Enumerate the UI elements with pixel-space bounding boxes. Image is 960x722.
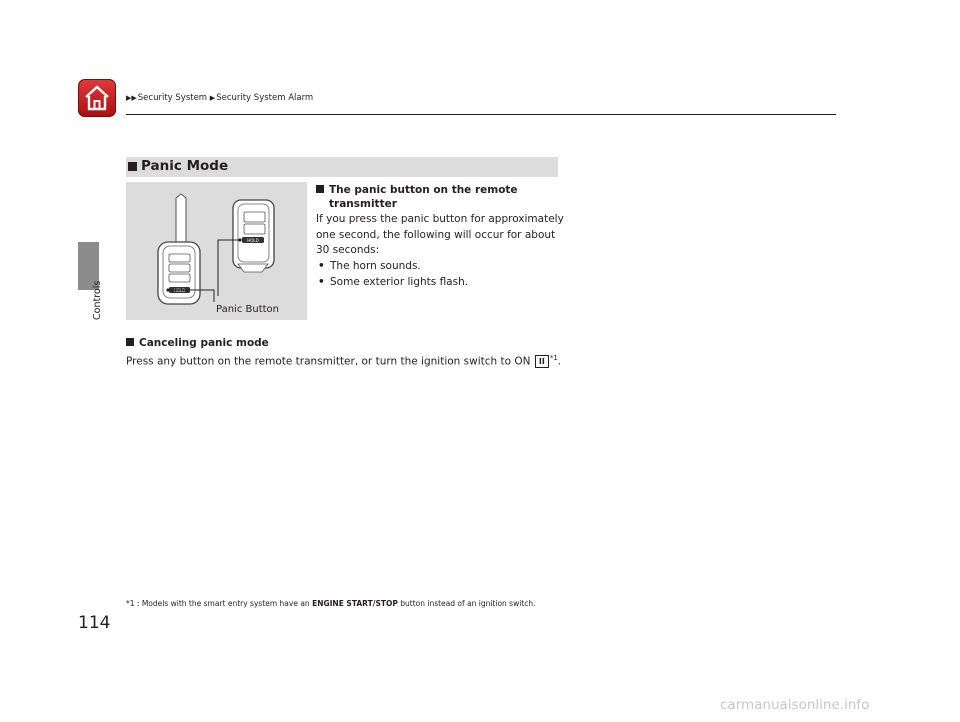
- footnote-ref[interactable]: *1: [549, 354, 558, 362]
- header-rule: [126, 114, 836, 115]
- smart-fob-hold-label: HOLD: [247, 238, 259, 243]
- heading-square-icon: [126, 338, 134, 346]
- breadcrumb-item-security-system-alarm[interactable]: Security System Alarm: [216, 93, 314, 103]
- footnote-text: Models with the smart entry system have an: [139, 599, 313, 608]
- footnote: [126, 599, 536, 608]
- bullet-icon: •: [318, 276, 325, 288]
- panic-button-heading-line1: The panic button on the remote: [329, 184, 518, 196]
- breadcrumb: [126, 93, 313, 103]
- key-fob-drawing: [126, 182, 307, 320]
- bullet-icon: •: [318, 260, 325, 272]
- section-title: Panic Mode: [141, 158, 229, 174]
- home-icon[interactable]: [78, 79, 116, 117]
- bullet-text: The horn sounds.: [330, 260, 421, 272]
- canceling-body-text: Press any button on the remote transmitter, or turn the ignition switch to ON: [126, 355, 534, 368]
- bullet-text: Some exterior lights flash.: [330, 276, 469, 288]
- footnote-marker: *1 :: [126, 599, 140, 608]
- breadcrumb-arrow-icon: ▶: [209, 94, 216, 102]
- canceling-body-end: .: [557, 355, 562, 368]
- section-heading: [126, 157, 558, 177]
- panic-button-heading-line2: transmitter: [329, 198, 397, 210]
- panic-button-heading: [316, 183, 546, 197]
- breadcrumb-arrow-icon: ▶▶: [126, 94, 137, 102]
- watermark: carmanualsonline.info: [720, 697, 870, 713]
- ignition-position-key: II: [535, 355, 549, 368]
- heading-square-icon: [316, 185, 324, 193]
- footnote-bold: ENGINE START/STOP: [312, 599, 398, 608]
- heading-square-icon: [128, 162, 137, 171]
- page-number: 114: [78, 613, 111, 633]
- canceling-heading: [126, 336, 269, 350]
- panic-button-body: If you press the panic button for approximately one second, the following will occur for about 30 seconds:: [316, 213, 564, 256]
- panic-button-callout: Panic Button: [216, 304, 279, 315]
- breadcrumb-item-security-system[interactable]: Security System: [137, 93, 208, 103]
- canceling-heading-text: Canceling panic mode: [139, 337, 269, 349]
- canceling-body: [126, 351, 561, 370]
- chapter-label: Controls: [92, 280, 103, 320]
- fob-hold-label: HOLD: [173, 288, 186, 293]
- bullet-item: [318, 275, 468, 291]
- footnote-text-end: button instead of an ignition switch.: [397, 599, 536, 608]
- key-fob-illustration: [126, 182, 307, 320]
- bullet-item: [318, 259, 421, 275]
